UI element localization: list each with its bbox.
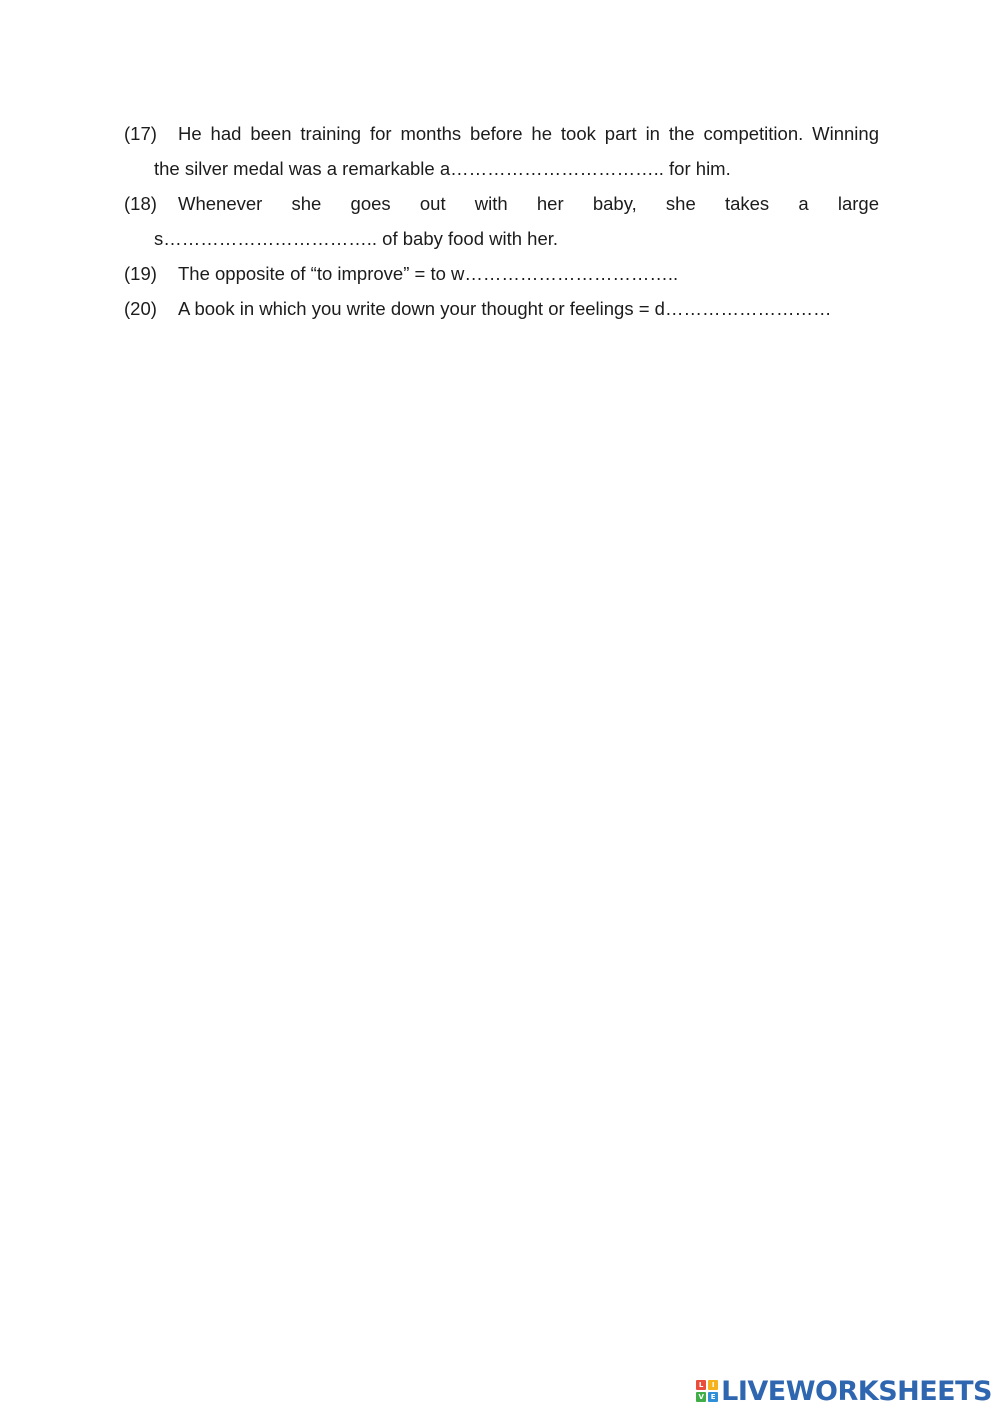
question-number: (18) xyxy=(124,193,157,214)
question-text-line-2: s…………………………….. of baby food with her. xyxy=(154,228,559,249)
question-text-line-1: He had been training for months before he took part in the competition. Winning xyxy=(178,123,879,144)
logo-block: V xyxy=(696,1392,706,1402)
question-text: A book in which you write down your thought or feelings = d……………………… xyxy=(178,298,832,319)
logo-block: E xyxy=(708,1392,718,1402)
question-18 xyxy=(124,186,879,256)
question-17 xyxy=(124,116,879,186)
logo-block: L xyxy=(696,1380,706,1390)
logo-text: LIVEWORKSHEETS xyxy=(721,1375,992,1407)
question-number: (19) xyxy=(124,263,157,284)
question-text-line-2: the silver medal was a remarkable a…………………………….. for him. xyxy=(154,158,731,179)
question-number: (17) xyxy=(124,123,157,144)
question-text: The opposite of “to improve” = to w…………………………….. xyxy=(178,263,679,284)
worksheet-content xyxy=(124,116,879,326)
logo-blocks-icon xyxy=(696,1380,718,1402)
question-20 xyxy=(124,291,879,326)
question-19 xyxy=(124,256,879,291)
liveworksheets-logo xyxy=(696,1375,992,1407)
question-number: (20) xyxy=(124,298,157,319)
question-text-line-1: Whenever she goes out with her baby, she takes a large xyxy=(178,193,879,214)
logo-block: I xyxy=(708,1380,718,1390)
